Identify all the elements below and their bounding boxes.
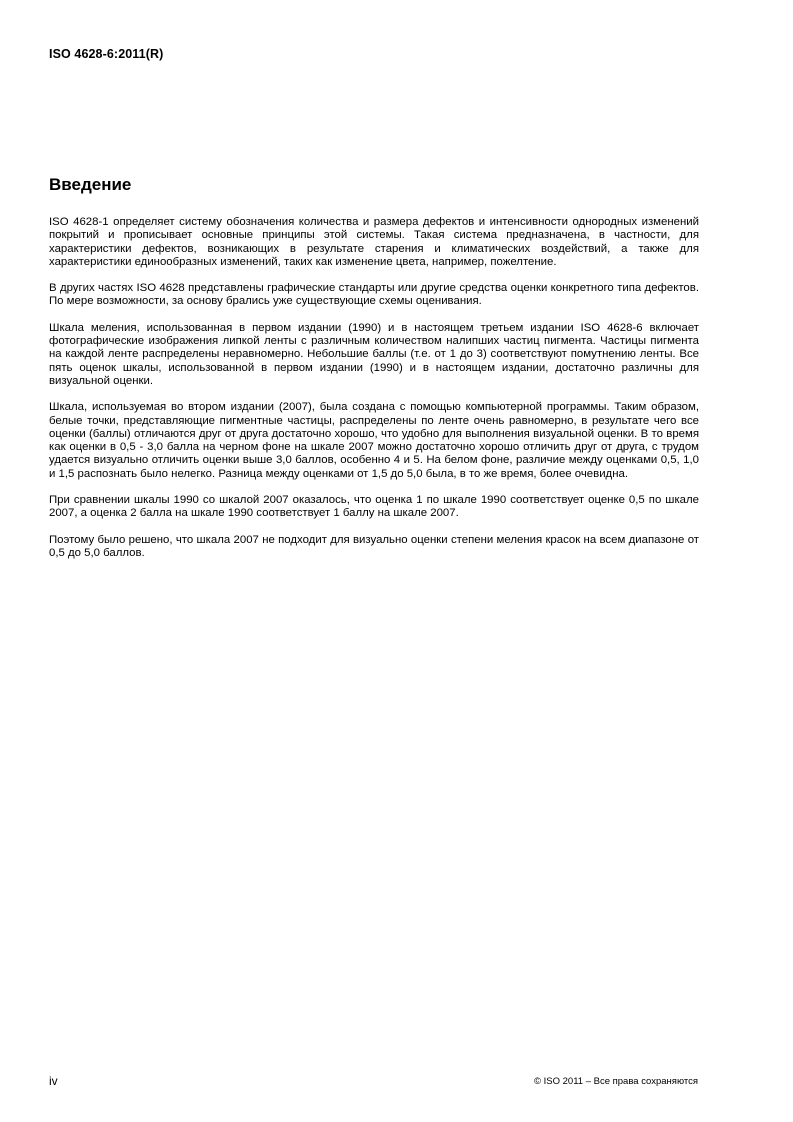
paragraph: В других частях ISO 4628 представлены графические стандарты или другие средства оценки конкретного типа дефектов. По мере возможности, за основу брались уже существующие схемы оценивания. [49, 282, 699, 308]
paragraph: Шкала меления, использованная в первом издании (1990) и в настоящем третьем издании ISO 4628-6 включает фотографические изображения липкой ленты с различным количеством налипших частиц пигмента. Частицы пигмента на каждой ленте распределены неравномерно. Небольшие баллы (т.е. от 1 до 3) соответствуют помутнению ленты. Все пять оценок шкалы, использованной в первом издании (1990) и в настоящем издании, достаточно различны для визуальной оценки. [49, 321, 699, 387]
paragraph: При сравнении шкалы 1990 со шкалой 2007 оказалось, что оценка 1 по шкале 1990 соответствует оценке 0,5 по шкале 2007, а оценка 2 балла на шкале 1990 соответствует 1 баллу на шкале 2007. [49, 494, 699, 520]
paragraph: Шкала, используемая во втором издании (2007), была создана с помощью компьютерной программы. Таким образом, белые точки, представляющие пигментные частицы, распределены по ленте очень равномерно, в результате чего все оценки (баллы) отличаются друг от друга достаточно хорошо, что удобно для выполнения визуальной оценки. В то время как оценки в 0,5 - 3,0 балла на черном фоне на шкале 2007 можно достаточно хорошо отличить друг от друга, с трудом удается визуально отличить оценки выше 3,0 баллов, особенно 4 и 5. На белом фоне, различие между оценками 0,5, 1,0 и 1,5 распознать было нелегко. Разница между оценками от 1,5 до 5,0 была, в то же время, более очевидна. [49, 401, 699, 480]
page-number: iv [49, 1074, 58, 1088]
body-text [49, 216, 699, 573]
section-title: Введение [49, 175, 132, 194]
paragraph: ISO 4628-1 определяет систему обозначения количества и размера дефектов и интенсивности однородных изменений покрытий и прописывает основные принципы этой системы. Такая система предназначена, в частности, для характеристики дефектов, возникающих в результате старения и климатических воздействий, а также для характеристики единообразных изменений, таких как изменение цвета, например, пожелтение. [49, 216, 699, 268]
paragraph: Поэтому было решено, что шкала 2007 не подходит для визуально оценки степени меления красок на всем диапазоне от 0,5 до 5,0 баллов. [49, 533, 699, 559]
copyright-notice: © ISO 2011 – Все права сохраняются [533, 1076, 698, 1087]
document-id: ISO 4628-6:2011(R) [49, 47, 164, 61]
